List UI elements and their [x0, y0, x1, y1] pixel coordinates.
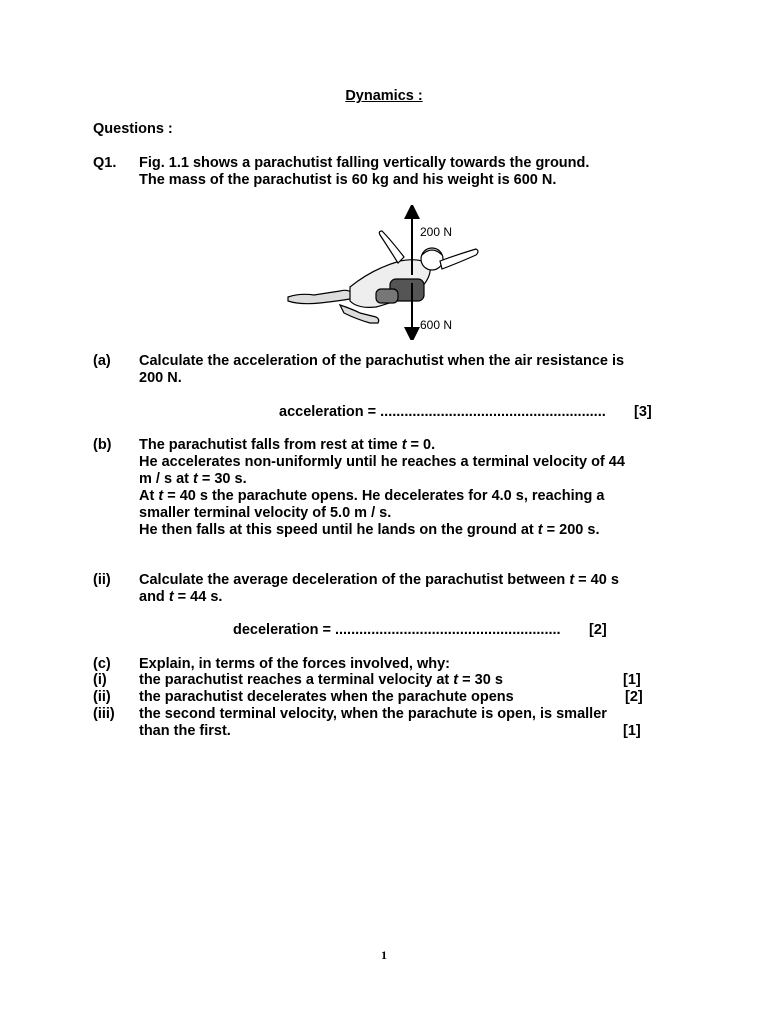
part-b-ii-line-1-text-b: = 40 s — [574, 572, 619, 588]
parachutist-figure — [280, 205, 490, 340]
part-b-ii-answer-dots: ........................................................ — [334, 622, 561, 638]
part-a-answer-label: acceleration = — [279, 404, 381, 420]
part-b-ii-label: (ii) — [93, 572, 111, 588]
part-c-label: (c) — [93, 656, 111, 672]
part-b-ii-answer-label: deceleration = — [233, 622, 335, 638]
part-b-ii-line-2 — [139, 589, 222, 606]
part-c-intro: Explain, in terms of the forces involved, why: — [139, 656, 451, 672]
time-symbol: t — [193, 471, 198, 487]
part-b-ii-marks: [2] — [589, 622, 607, 638]
part-b-line-4-text-a: At — [139, 488, 159, 504]
part-b-line-2: He accelerates non-uniformly until he reaches a terminal velocity of 44 — [139, 454, 625, 470]
part-a-marks: [3] — [634, 404, 652, 420]
page-number: 1 — [381, 948, 387, 962]
page-title: Dynamics : — [345, 88, 423, 104]
part-b-line-1-text-b: = 0. — [406, 437, 436, 453]
part-b-line-1-text-a: The parachutist falls from rest at time — [139, 437, 402, 453]
part-c-iii-text-2: than the first. — [139, 723, 231, 739]
part-b-label: (b) — [93, 437, 112, 453]
part-c-i-text-a: the parachutist reaches a terminal velocity at — [139, 672, 454, 688]
parachutist-silhouette — [288, 231, 478, 323]
part-c-iii-marks: [1] — [623, 723, 641, 739]
part-b-line-6 — [139, 522, 599, 539]
part-b-line-3-text-a: m / s at — [139, 471, 193, 487]
part-c-ii-text: the parachutist decelerates when the parachute opens — [139, 689, 514, 705]
part-c-iii-text-1: the second terminal velocity, when the parachute is open, is smaller — [139, 706, 607, 722]
part-c-i-text-b: = 30 s — [458, 672, 503, 688]
part-b-line-6-text-b: = 200 s. — [542, 522, 600, 538]
upward-force-label: 200 N — [420, 225, 453, 239]
part-b-line-3 — [139, 471, 247, 488]
part-a-label: (a) — [93, 353, 111, 369]
part-a-line-1: Calculate the acceleration of the parachutist when the air resistance is — [139, 353, 625, 369]
part-b-line-6-text-a: He then falls at this speed until he lands on the ground at — [139, 522, 538, 538]
time-symbol: t — [401, 437, 407, 453]
time-symbol: t — [168, 589, 174, 605]
questions-heading: Questions : — [93, 121, 173, 137]
part-b-line-1 — [139, 437, 435, 454]
time-symbol: t — [537, 522, 543, 538]
part-c-ii-label: (ii) — [93, 689, 111, 705]
part-c-i-label: (i) — [93, 672, 107, 688]
time-symbol: t — [453, 672, 459, 688]
part-a-answer-line — [279, 404, 606, 421]
part-b-line-4 — [139, 488, 604, 505]
time-symbol: t — [158, 488, 164, 504]
part-c-i-text — [139, 672, 503, 689]
time-symbol: t — [569, 572, 575, 588]
part-b-ii-line-1-text-a: Calculate the average deceleration of the parachutist between — [139, 572, 570, 588]
part-b-line-4-text-b: = 40 s the parachute opens. He decelerates for 4.0 s, reaching a — [163, 488, 605, 504]
q1-intro-line-2: The mass of the parachutist is 60 kg and his weight is 600 N. — [139, 172, 557, 188]
part-b-ii-line-2-text-b: = 44 s. — [173, 589, 223, 605]
part-b-ii-line-2-text-a: and — [139, 589, 169, 605]
part-a-answer-dots: ........................................................ — [380, 404, 606, 420]
part-b-line-5: smaller terminal velocity of 5.0 m / s. — [139, 505, 392, 521]
downward-force-label: 600 N — [420, 318, 453, 332]
part-b-line-3-text-b: = 30 s. — [197, 471, 247, 487]
part-b-ii-answer-line — [233, 622, 561, 639]
part-c-iii-label: (iii) — [93, 706, 115, 722]
part-c-i-marks: [1] — [623, 672, 641, 688]
q1-intro-line-1: Fig. 1.1 shows a parachutist falling vertically towards the ground. — [139, 155, 590, 171]
part-a-line-2: 200 N. — [139, 370, 182, 386]
part-b-ii-line-1 — [139, 572, 619, 589]
q1-label: Q1. — [93, 155, 117, 171]
part-c-ii-marks: [2] — [625, 689, 643, 705]
